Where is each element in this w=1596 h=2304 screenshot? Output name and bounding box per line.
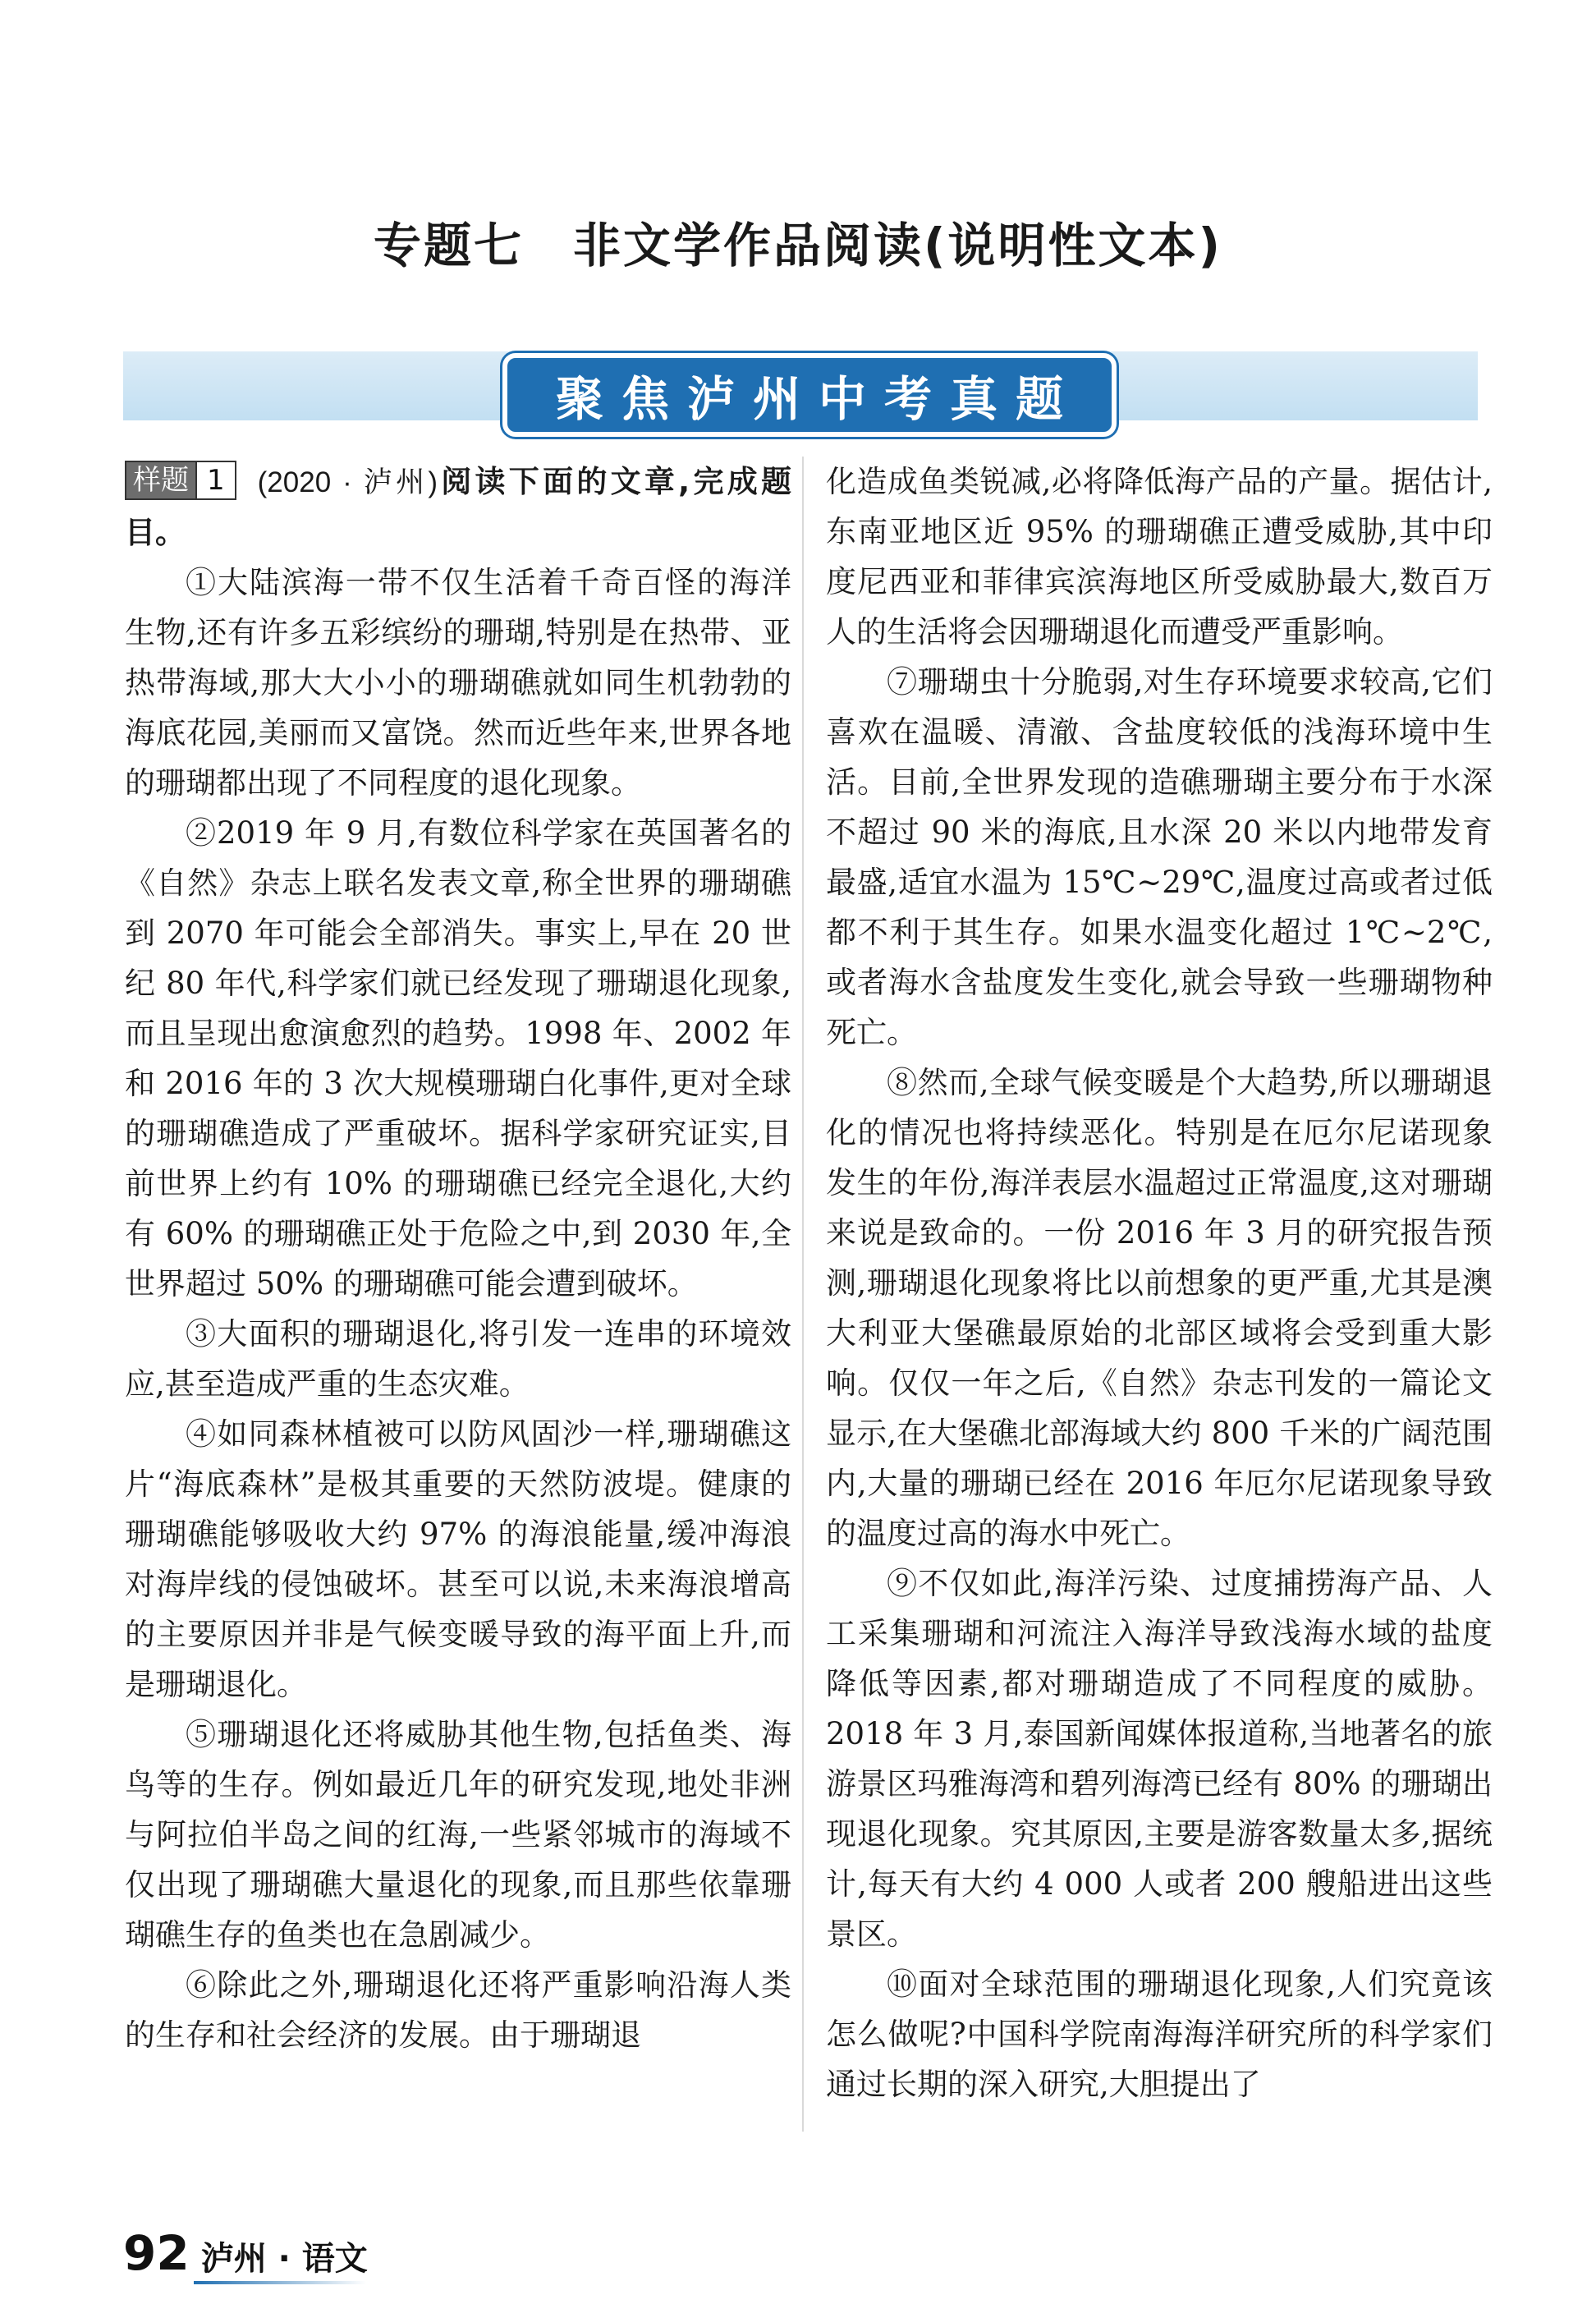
example-instruction: 阅读下面的文章,完成题目。 bbox=[125, 464, 791, 550]
page-footer bbox=[123, 2225, 368, 2283]
example-header bbox=[125, 457, 791, 558]
paragraph-2: ②2019 年 9 月,有数位科学家在英国著名的《自然》杂志上联名发表文章,称全世界的珊瑚礁到 2070 年可能会全部消失。事实上,早在 20 世纪 80 年代,科学家们就已经发现了珊瑚退化现象,而且呈现出愈演愈烈的趋势。1998 年、2002 年和 2016 年的 3 次大规模珊瑚白化事件,更对全球的珊瑚礁造成了严重破坏。据科学家研究证实,目前世界上约有 10% 的珊瑚礁已经完全退化,大约有 60% 的珊瑚礁正处于危险之中,到 2030 年,全世界超过 50% 的珊瑚礁可能会遭到破坏。 bbox=[125, 815, 791, 1301]
paragraph-7: ⑦珊瑚虫十分脆弱,对生存环境要求较高,它们喜欢在温暖、清澈、含盐度较低的浅海环境中生活。目前,全世界发现的造礁珊瑚主要分布于水深不超过 90 米的海底,且水深 20 米以内地带发育最盛,适宜水温为 15℃~29℃,温度过高或者过低都不利于其生存。如果水温变化超过 1℃~2℃,或者海水含盐度发生变化,就会导致一些珊瑚物种死亡。 bbox=[826, 664, 1493, 1050]
paragraph-6: ⑥除此之外,珊瑚退化还将严重影响沿海人类的生存和社会经济的发展。由于珊瑚退 bbox=[125, 1967, 791, 2053]
paragraph-6-continued: 化造成鱼类锐减,必将降低海产品的产量。据估计,东南亚地区近 95% 的珊瑚礁正遭受威胁,其中印度尼西亚和菲律宾滨海地区所受威胁最大,数百万人的生活将会因珊瑚退化而遭受严重影响。 bbox=[826, 464, 1493, 649]
paragraph-9: ⑨不仅如此,海洋污染、过度捕捞海产品、人工采集珊瑚和河流注入海洋导致浅海水域的盐度降低等因素,都对珊瑚造成了不同程度的威胁。2018 年 3 月,泰国新闻媒体报道称,当地著名的旅游景区玛雅海湾和碧列海湾已经有 80% 的珊瑚出现退化现象。究其原因,主要是游客数量太多,据统计,每天有大约 4 000 人或者 200 艘船进出这些景区。 bbox=[826, 1566, 1493, 1952]
section-banner bbox=[502, 353, 1117, 437]
footer-label: 泸州 · 语文 bbox=[200, 2240, 368, 2278]
section-banner-text: 聚焦泸州中考真题 bbox=[555, 371, 1081, 427]
paragraph-8: ⑧然而,全球气候变暖是个大趋势,所以珊瑚退化的情况也将持续恶化。特别是在厄尔尼诺现象发生的年份,海洋表层水温超过正常温度,这对珊瑚来说是致命的。一份 2016 年 3 月的研究报告预测,珊瑚退化现象将比以前想象的更严重,尤其是澳大利亚大堡礁最原始的北部区域将会受到重大影响。仅仅一年之后,《自然》杂志刊发的一篇论文显示,在大堡礁北部海域大约 800 千米的广阔范围内,大量的珊瑚已经在 2016 年厄尔尼诺现象导致的温度过高的海水中死亡。 bbox=[826, 1065, 1493, 1551]
example-tag bbox=[125, 461, 236, 500]
example-tag-number: 1 bbox=[195, 462, 235, 498]
paragraph-5: ⑤珊瑚退化还将威胁其他生物,包括鱼类、海鸟等的生存。例如最近几年的研究发现,地处非洲与阿拉伯半岛之间的红海,一些紧邻城市的海域不仅出现了珊瑚礁大量退化的现象,而且那些依靠珊瑚礁生存的鱼类也在急剧减少。 bbox=[125, 1717, 791, 1953]
page-title bbox=[0, 207, 1596, 276]
example-tag-label: 样题 bbox=[126, 462, 195, 498]
paragraph-10: ⑩面对全球范围的珊瑚退化现象,人们究竟该怎么做呢?中国科学院南海海洋研究所的科学家们通过长期的深入研究,大胆提出了 bbox=[826, 1967, 1493, 2102]
page-title-subject: 非文学作品阅读(说明性文本) bbox=[572, 218, 1223, 273]
page-title-topic: 专题七 bbox=[373, 218, 524, 273]
example-source: (2020 · 泸州) bbox=[257, 466, 438, 498]
paragraph-1: ①大陆滨海一带不仅生活着千奇百怪的海洋生物,还有许多五彩缤纷的珊瑚,特别是在热带、亚热带海域,那大大小小的珊瑚礁就如同生机勃勃的海底花园,美丽而又富饶。然而近些年来,世界各地的珊瑚都出现了不同程度的退化现象。 bbox=[125, 565, 791, 801]
left-column bbox=[125, 457, 791, 2060]
paragraph-4: ④如同森林植被可以防风固沙一样,珊瑚礁这片“海底森林”是极其重要的天然防波堤。健康的珊瑚礁能够吸收大约 97% 的海浪能量,缓冲海浪对海岸线的侵蚀破坏。甚至可以说,未来海浪增高的主要原因并非是气候变暖导致的海平面上升,而是珊瑚退化。 bbox=[125, 1416, 791, 1702]
paragraph-3: ③大面积的珊瑚退化,将引发一连串的环境效应,甚至造成严重的生态灾难。 bbox=[125, 1316, 791, 1402]
footer-accent-line bbox=[194, 2281, 366, 2284]
column-divider bbox=[802, 457, 804, 2132]
page-number: 92 bbox=[123, 2225, 190, 2281]
right-column bbox=[826, 457, 1493, 2109]
